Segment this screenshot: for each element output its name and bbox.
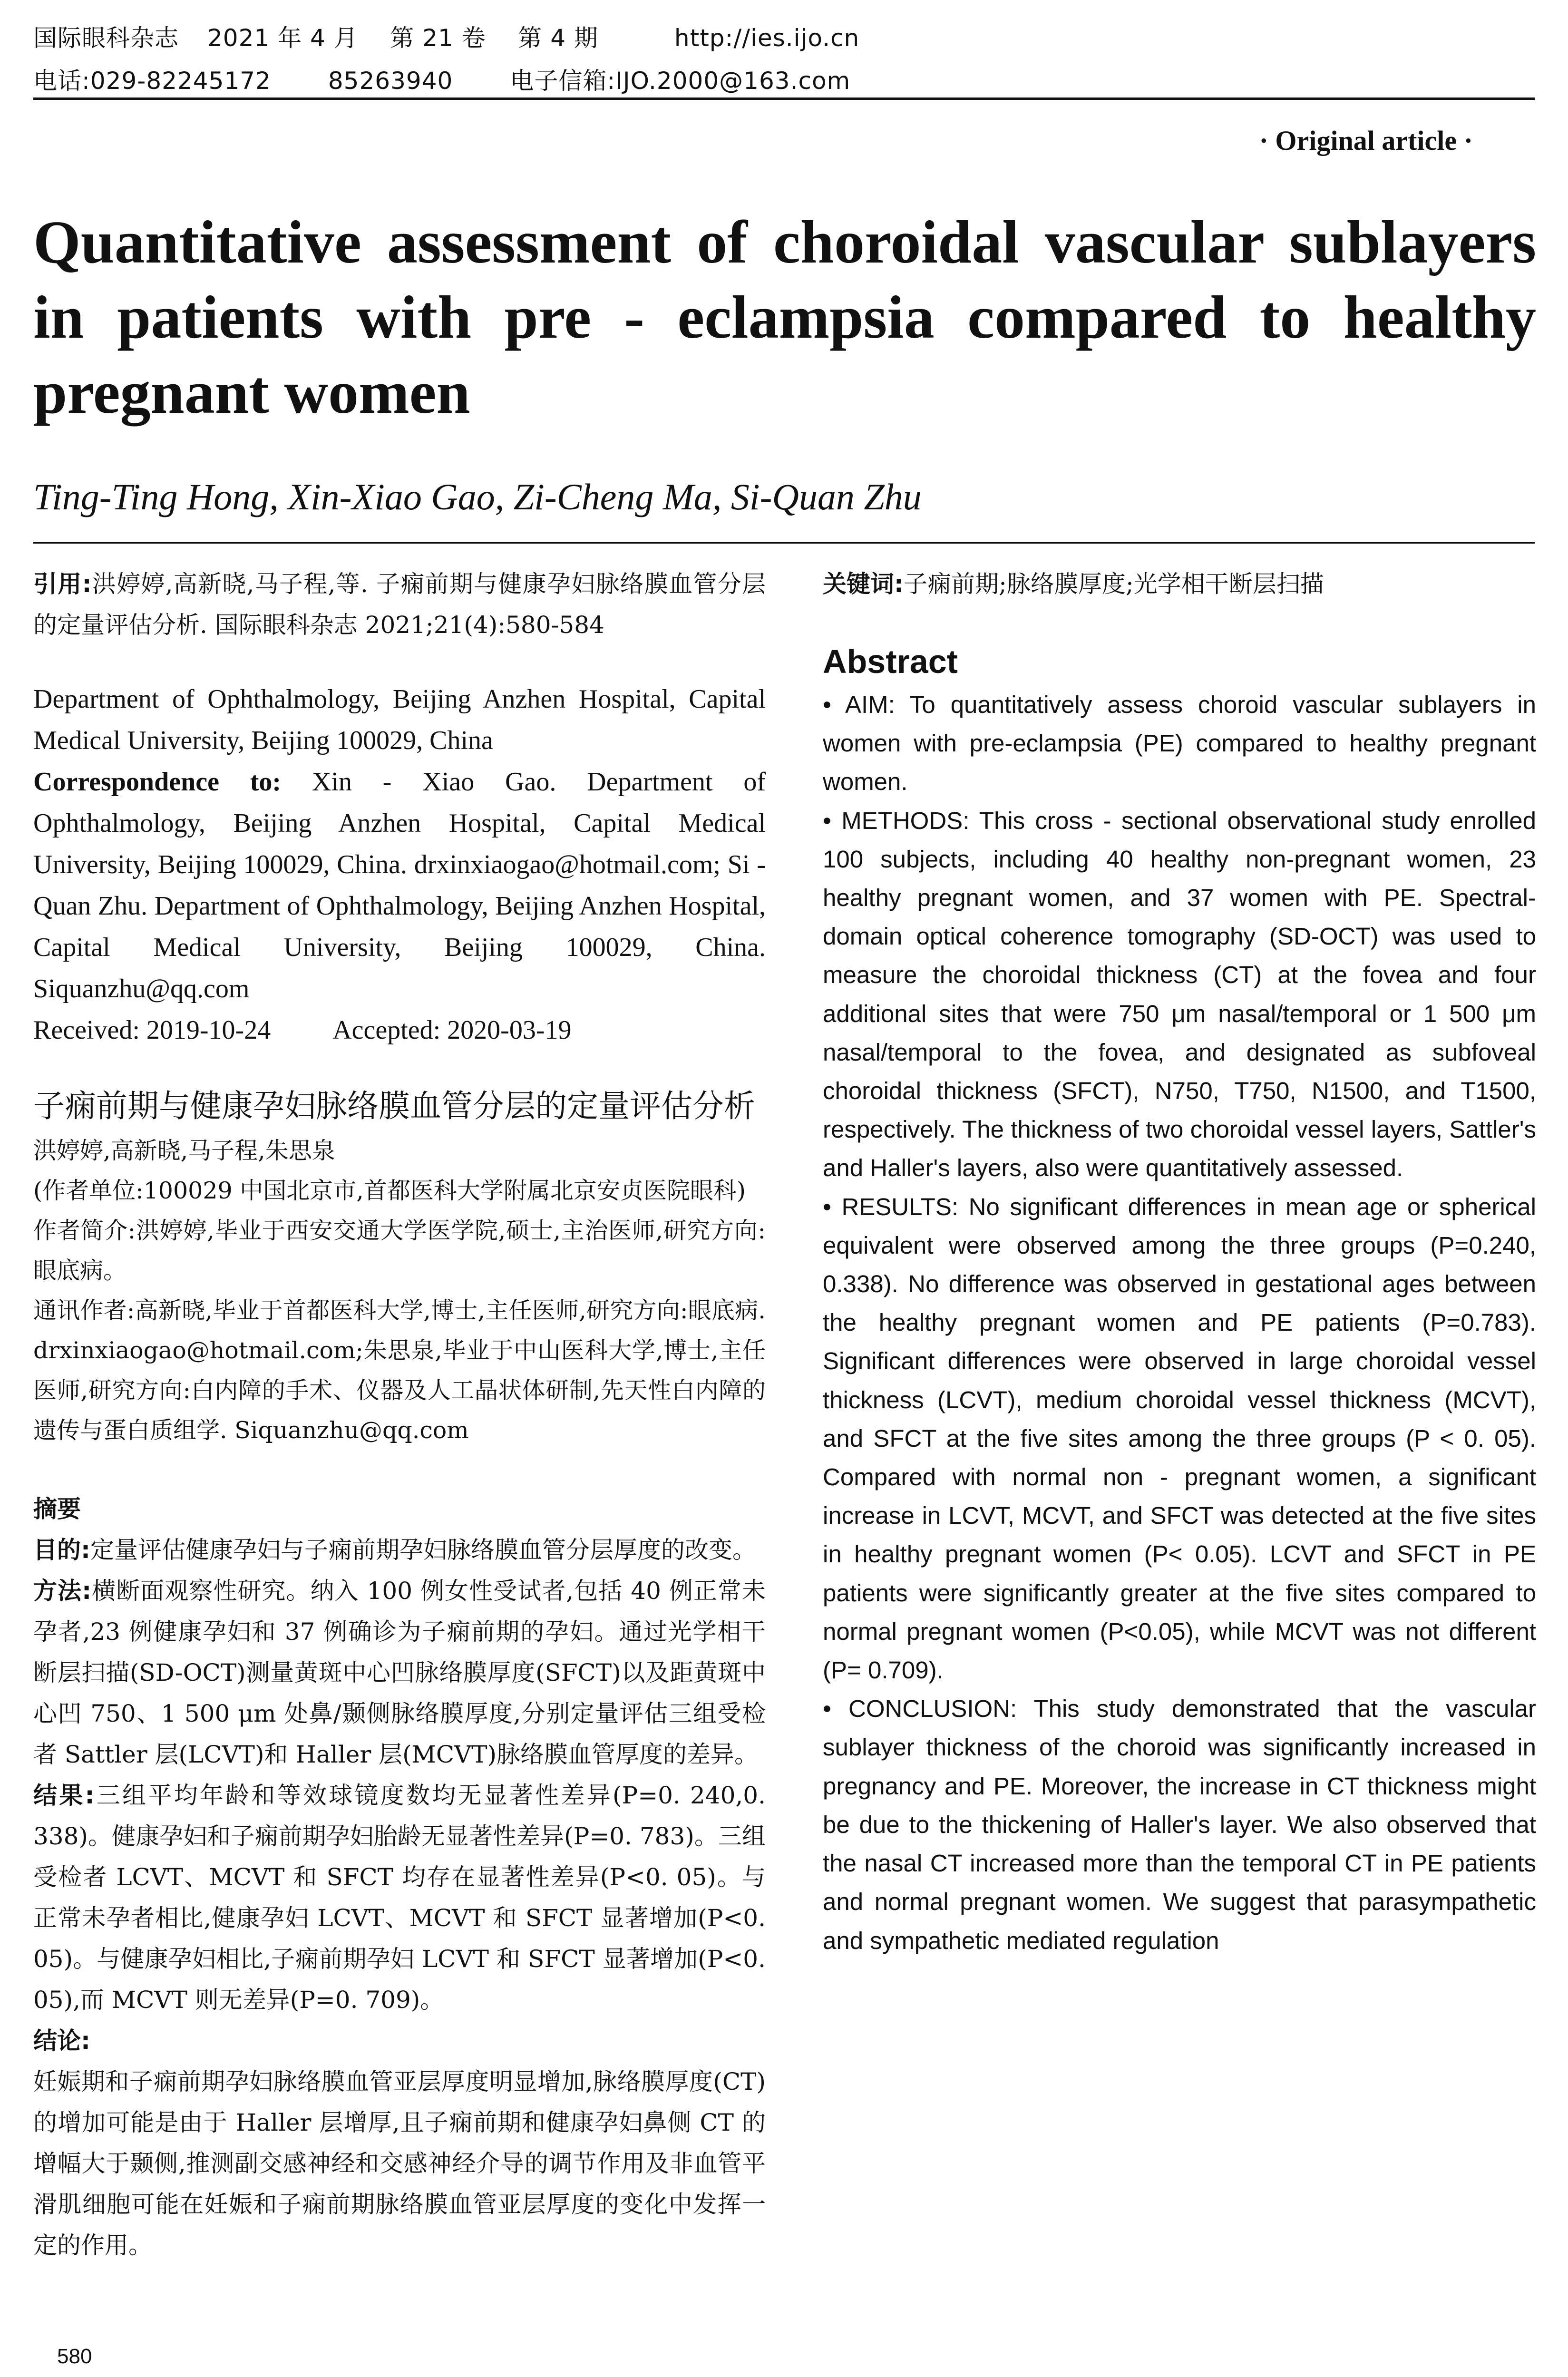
correspondence-text: Xin - Xiao Gao. Department of Ophthalmology, Beijing Anzhen Hospital, Capital Medical University, Beijing 100029, China. drxinxiaogao@hotmail.com; Si - Quan Zhu. Department of Ophthalmology, Beijing Anzhen Hospital, Capital Medical University, Beijing 100029, China. Siquanzhu@qq.com (33, 767, 766, 1003)
cn-authors: 洪婷婷,高新晓,马子程,朱思泉 (33, 1137, 335, 1164)
article-title (33, 205, 1536, 430)
abstract-methods: • METHODS: This cross - sectional observational study enrolled 100 subjects, including 40 healthy non-pregnant women, 23 healthy pregnant women, and 37 women with PE. Spectral-domain optical coherence tomography (SD-OCT) was used to measure the choroidal thickness (CT) at the fovea and four additional sites that were 750 μm nasal/temporal or 1 500 μm nasal/temporal to the fovea, and designated as subfoveal choroidal thickness (SFCT), N750, T750, N1500, and T1500, respectively. The thickness of two choroidal vessel layers, Sattler's and Haller's layers, also were quantitatively assessed. (823, 807, 1537, 1182)
phone: 电话:029-82245172 (33, 67, 271, 95)
abstract-conclusion-label: CONCLUSION: (848, 1695, 1017, 1723)
abstract-conclusion-text: This study demonstrated that the vascular sublayer thickness of the choroid was significantly increased in pregnancy and PE. Moreover, the increase in CT thickness might be due to the thickening of Haller's layer. We also observed that the nasal CT increased more than the temporal CT in PE patients and normal pregnant women. We suggest that parasympathetic and sympathetic mediated regulation (823, 1695, 1537, 1954)
title-rule (33, 542, 1535, 544)
page-number: 580 (57, 2345, 92, 2368)
cn-conclusion-text: 妊娠期和子痫前期孕妇脉络膜血管亚层厚度明显增加,脉络膜厚度(CT)的增加可能是由于 Haller 层增厚,且子痫前期和健康孕妇鼻侧 CT 的增幅大于颞侧,推测副交感神经和交感神经介导的调节作用及非血管平滑肌细胞可能在妊娠和子痫前期脉络膜血管亚层厚度的变化中发挥一定的作用。 (33, 2068, 766, 2259)
abstract-aim-label: AIM: (845, 691, 895, 718)
cn-aim-text: 定量评估健康孕妇与子痫前期孕妇脉络膜血管分层厚度的改变。 (90, 1536, 756, 1564)
cn-aim (33, 1529, 766, 1570)
abstract-conclusion: • CONCLUSION: This study demonstrated that the vascular sublayer thickness of the choroid was significantly increased in pregnancy and PE. Moreover, the increase in CT thickness might be due to the thickening of Haller's layer. We also observed that the nasal CT increased more than the temporal CT in PE patients and normal pregnant women. We suggest that parasympathetic and sympathetic mediated regulation (823, 1695, 1537, 1954)
cn-keywords-label: 关键词: (823, 570, 904, 598)
cn-corr: 通讯作者:高新晓,毕业于首都医科大学,博士,主任医师,研究方向:眼底病. drxinxiaogao@hotmail.com;朱思泉,毕业于中山医科大学,博士,主任医师,研究方向:白内障的手术、仪器及人工晶状体研制,先天性白内障的遗传与蛋白质组学. Siquanzhu@qq.com (33, 1297, 766, 1444)
title-line-3: pregnant women (33, 359, 470, 426)
phone2: 85263940 (328, 67, 453, 95)
author-list: Ting-Ting Hong, Xin-Xiao Gao, Zi-Cheng Ma, Si-Quan Zhu (33, 476, 922, 517)
cn-abstract-heading: 摘要 (33, 1495, 81, 1523)
cn-keywords (823, 564, 1536, 604)
citation (33, 564, 766, 645)
citation-label: 引用: (33, 570, 92, 598)
cn-methods (33, 1570, 766, 1775)
abstract-results-label: RESULTS: (841, 1193, 959, 1220)
title-line-1: Quantitative assessment of choroidal vascular sublayers (33, 208, 1536, 276)
cn-title: 子痫前期与健康孕妇脉络膜血管分层的定量评估分析 (33, 1088, 755, 1124)
dates (33, 1010, 766, 1051)
cn-methods-text: 横断面观察性研究。纳入 100 例女性受试者,包括 40 例正常未孕者,23 例健康孕妇和 37 例确诊为子痫前期的孕妇。通过光学相干断层扫描(SD-OCT)测量黄斑中心凹脉络膜厚度(SFCT)以及距黄斑中心凹 750、1 500 μm 处鼻/颞侧脉络膜厚度,分别定量评估三组受检者 Sattler 层(LCVT)和 Haller 层(MCVT)脉络膜血管厚度的差异。 (33, 1577, 766, 1768)
journal-name: 国际眼科杂志 (33, 24, 179, 52)
running-header-line1 (33, 19, 859, 53)
right-column (823, 564, 1536, 1960)
cn-bio: 作者简介:洪婷婷,毕业于西安交通大学医学院,硕士,主治医师,研究方向:眼底病。 (33, 1217, 766, 1284)
cn-aim-label: 目的: (33, 1536, 90, 1564)
abstract-heading: Abstract (823, 643, 958, 680)
cn-conclusion-label: 结论: (33, 2027, 90, 2055)
left-column (33, 564, 766, 2266)
abstract-methods-label: METHODS: (841, 807, 970, 834)
journal-url[interactable]: http://ies.ijo.cn (674, 24, 860, 52)
abstract-body (823, 685, 1536, 1960)
issue-info: 2021 年 4 月 第 21 卷 第 4 期 (207, 24, 598, 52)
running-header-line2 (33, 62, 850, 96)
cn-results-label: 结果: (33, 1782, 95, 1809)
accepted-date: Accepted: 2020-03-19 (332, 1015, 572, 1045)
cn-unit: (作者单位:100029 中国北京市,首都医科大学附属北京安贞医院眼科) (33, 1177, 746, 1204)
abstract-results-text: No significant differences in mean age or spherical equivalent were observed among the three groups (P=0.240, 0.338). No difference was observed in gestational ages between the healthy pregnant women and PE patients (P=0.783). Significant differences were observed in large choroidal vessel thickness (LCVT), medium choroidal vessel thickness (MCVT), and SFCT at the five sites among the three groups (P < 0. 05). Compared with normal non - pregnant women, a significant increase in LCVT, MCVT, and SFCT was detected at the five sites in healthy pregnant women (P< 0.05). LCVT and SFCT in PE patients were significantly greater at the five sites compared to normal pregnant women (P<0.05), while MCVT was not different (P= 0.709). (823, 1193, 1536, 1684)
abstract-results: • RESULTS: No significant differences in mean age or spherical equivalent were observed among the three groups (P=0.240, 0.338). No difference was observed in gestational ages between the healthy pregnant women and PE patients (P=0.783). Significant differences were observed in large choroidal vessel thickness (LCVT), medium choroidal vessel thickness (MCVT), and SFCT at the five sites among the three groups (P < 0. 05). Compared with normal non - pregnant women, a significant increase in LCVT, MCVT, and SFCT was detected at the five sites in healthy pregnant women (P< 0.05). LCVT and SFCT in PE patients were significantly greater at the five sites compared to normal pregnant women (P<0.05), while MCVT was not different (P= 0.709). (823, 1193, 1536, 1684)
correspondence (33, 761, 766, 1010)
received-date: Received: 2019-10-24 (33, 1015, 271, 1045)
cn-keywords-text: 子痫前期;脉络膜厚度;光学相干断层扫描 (904, 570, 1324, 598)
journal-email: 电子信箱:IJO.2000@163.com (510, 67, 851, 95)
header-rule (33, 97, 1535, 100)
title-line-2: in patients with pre - eclampsia compared to healthy (33, 283, 1536, 351)
cn-methods-label: 方法: (33, 1577, 92, 1605)
abstract-aim: • AIM: To quantitatively assess choroid vascular sublayers in women with pre-eclampsia (PE) compared to healthy pregnant women. (823, 691, 1536, 796)
affiliation: Department of Ophthalmology, Beijing Anzhen Hospital, Capital Medical University, Beijing 100029, China (33, 684, 766, 755)
abstract-methods-text: This cross - sectional observational study enrolled 100 subjects, including 40 healthy non-pregnant women, 23 healthy pregnant women, and 37 women with PE. Spectral-domain optical coherence tomography (SD-OCT) was used to measure the choroidal thickness (CT) at the fovea and four additional sites that were 750 μm nasal/temporal or 1 500 μm nasal/temporal to the fovea, and designated as subfoveal choroidal thickness (SFCT), N750, T750, N1500, and T1500, respectively. The thickness of two choroidal vessel layers, Sattler's and Haller's layers, also were quantitatively assessed. (823, 807, 1537, 1182)
abstract-aim-text: To quantitatively assess choroid vascular sublayers in women with pre-eclampsia (PE) compared to healthy pregnant women. (823, 691, 1536, 796)
correspondence-label: Correspondence to: (33, 767, 282, 797)
cn-results-text: 三组平均年龄和等效球镜度数均无显著性差异(P=0. 240,0. 338)。健康孕妇和子痫前期孕妇胎龄无显著性差异(P=0. 783)。三组受检者 LCVT、MCVT 和 SFCT 均存在显著性差异(P<0. 05)。与正常未孕者相比,健康孕妇 LCVT、MCVT 和 SFCT 显著增加(P<0. 05)。与健康孕妇相比,子痫前期孕妇 LCVT 和 SFCT 显著增加(P<0. 05),而 MCVT 则无差异(P=0. 709)。 (33, 1782, 766, 2014)
citation-text: 洪婷婷,高新晓,马子程,等. 子痫前期与健康孕妇脉络膜血管分层的定量评估分析. 国际眼科杂志 2021;21(4):580-584 (33, 570, 766, 639)
cn-conclusion-start (33, 2020, 766, 2266)
cn-results (33, 1775, 766, 2020)
article-type: · Original article · (1259, 125, 1473, 156)
